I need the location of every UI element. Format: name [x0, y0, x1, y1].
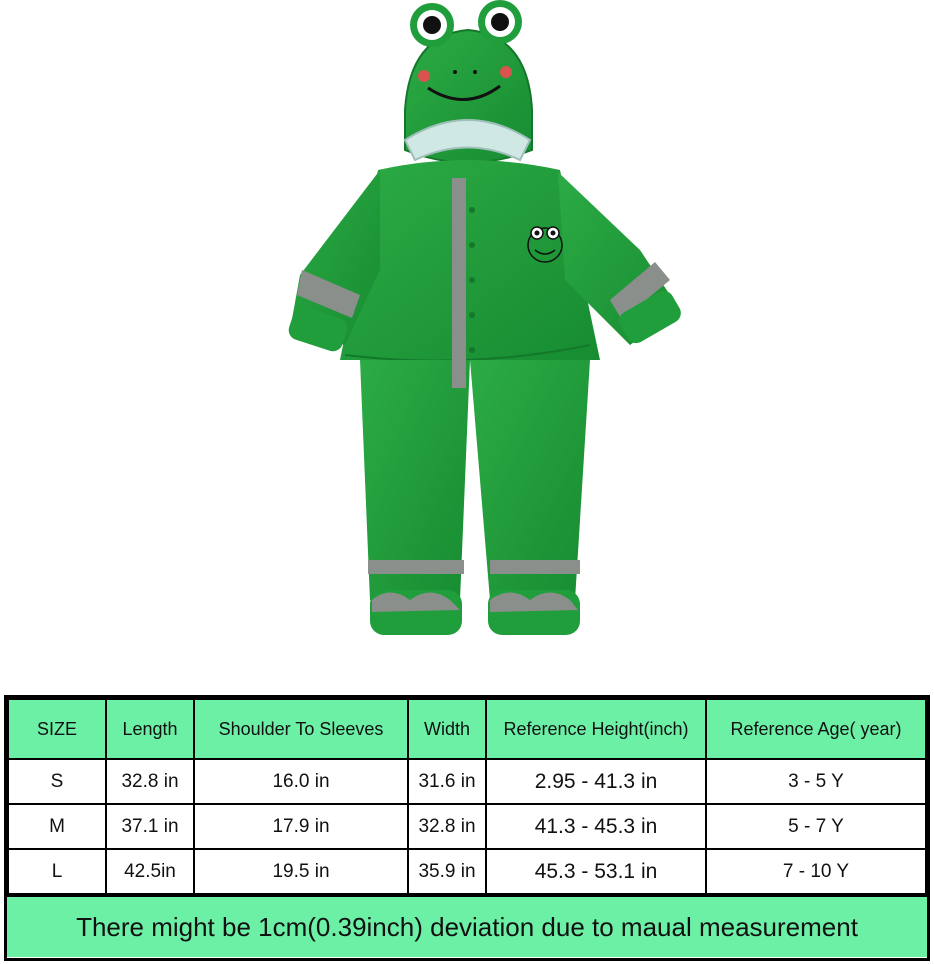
header-reference-height: Reference Height(inch) — [486, 699, 706, 759]
cell-age: 7 - 10 Y — [706, 849, 926, 894]
table-header-row — [8, 699, 926, 759]
cell-shoulder: 19.5 in — [194, 849, 408, 894]
header-shoulder-to-sleeves: Shoulder To Sleeves — [194, 699, 408, 759]
cell-size: M — [8, 804, 106, 849]
cell-width: 35.9 in — [408, 849, 486, 894]
cell-length: 37.1 in — [106, 804, 194, 849]
cell-width: 31.6 in — [408, 759, 486, 804]
table-row — [8, 849, 926, 894]
header-reference-age: Reference Age( year) — [706, 699, 926, 759]
cell-age: 3 - 5 Y — [706, 759, 926, 804]
header-width: Width — [408, 699, 486, 759]
cell-width: 32.8 in — [408, 804, 486, 849]
cell-shoulder: 17.9 in — [194, 804, 408, 849]
measurement-note: There might be 1cm(0.39inch) deviation due to maual measurement — [7, 895, 927, 957]
cell-height: 2.95 - 41.3 in — [486, 759, 706, 804]
cell-length: 42.5in — [106, 849, 194, 894]
front-reflective-strip — [452, 178, 466, 388]
cell-height: 45.3 - 53.1 in — [486, 849, 706, 894]
header-length: Length — [106, 699, 194, 759]
header-size: SIZE — [8, 699, 106, 759]
cell-age: 5 - 7 Y — [706, 804, 926, 849]
size-table — [7, 698, 927, 895]
table-row — [8, 804, 926, 849]
size-chart — [4, 695, 930, 961]
cell-height: 41.3 - 45.3 in — [486, 804, 706, 849]
cell-size: S — [8, 759, 106, 804]
table-row — [8, 759, 926, 804]
cell-size: L — [8, 849, 106, 894]
cell-shoulder: 16.0 in — [194, 759, 408, 804]
cell-length: 32.8 in — [106, 759, 194, 804]
